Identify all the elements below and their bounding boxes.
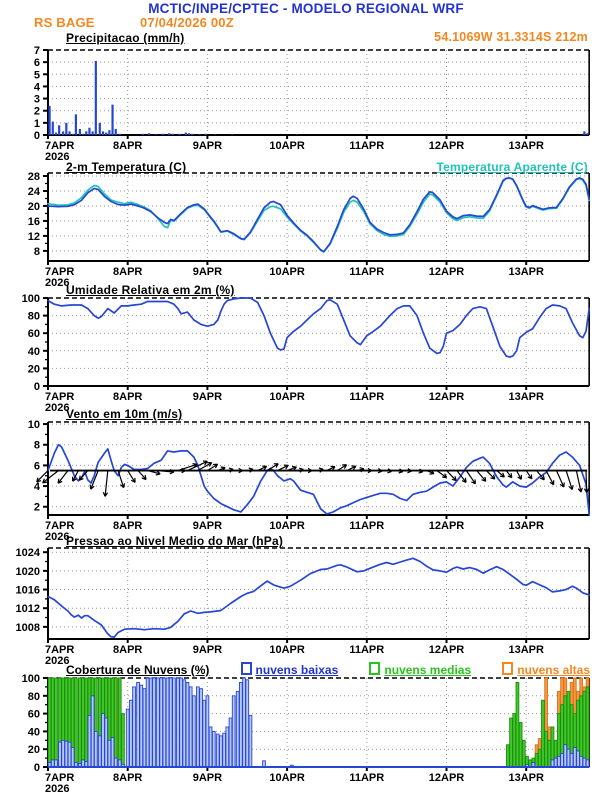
- precip-bar: [99, 123, 101, 135]
- x-tick-label: 11APR: [349, 520, 385, 532]
- x-tick-label: 13APR: [508, 140, 544, 152]
- x-year-label: 2026: [45, 655, 70, 667]
- cloud-bar-blue: [236, 691, 239, 767]
- x-tick-label: 12APR: [428, 140, 465, 152]
- cloud-bar-green: [78, 678, 81, 767]
- precip-bar: [52, 122, 54, 135]
- cloud-bar-green: [51, 678, 54, 767]
- x-tick-label: 9APR: [192, 644, 223, 656]
- x-tick-label: 10APR: [269, 644, 305, 656]
- cloud-bar-blue: [223, 733, 226, 767]
- cloud-bar-blue: [166, 678, 169, 767]
- cloud-bar-blue: [55, 760, 58, 767]
- cloud-bar-blue: [146, 678, 149, 767]
- precip-bar: [119, 134, 121, 135]
- x-tick-label: 11APR: [349, 391, 385, 403]
- precip-bar: [111, 105, 113, 135]
- y-tick-label: 80: [27, 310, 40, 323]
- cloud-bar-blue: [580, 756, 583, 767]
- y-tick-label: 100: [21, 673, 40, 685]
- cloud-bar-blue: [82, 760, 85, 767]
- precip-bar: [296, 134, 298, 135]
- clouds-header-row: [66, 662, 590, 677]
- wind-barb: [566, 471, 573, 490]
- wind-barb: [238, 468, 243, 472]
- precip-bar: [178, 134, 180, 135]
- y-tick-label: 1020: [15, 565, 40, 578]
- cloud-bar-green: [74, 678, 77, 767]
- x-tick-label: 8APR: [113, 520, 143, 532]
- cloud-bar-blue: [573, 747, 576, 767]
- y-tick-label: 0: [33, 130, 40, 142]
- wind-barb: [477, 471, 486, 482]
- panel-title-humidity: Umidade Relativa em 2m (%): [66, 283, 235, 297]
- wind-barb: [417, 469, 423, 473]
- cloud-bar-blue: [177, 678, 180, 767]
- cloud-bar-blue: [212, 731, 215, 767]
- cloud-bar-blue: [173, 678, 176, 767]
- wind-barb: [103, 471, 108, 497]
- cloud-bar-green: [513, 714, 516, 767]
- cloud-bar-green: [538, 749, 541, 767]
- cloud-bar-blue: [200, 689, 203, 767]
- cloud-bar-blue: [111, 738, 114, 767]
- wind-barb: [407, 469, 412, 473]
- y-tick-label: 60: [27, 708, 40, 721]
- x-tick-label: 9APR: [192, 140, 223, 152]
- x-tick-label: 10APR: [269, 520, 305, 532]
- legend-clouds-mid: [369, 662, 471, 677]
- x-tick-label: 10APR: [269, 266, 305, 278]
- precip-bar: [62, 131, 64, 135]
- legend-clouds-high-label: nuvens altas: [517, 663, 590, 677]
- cloud-bar-green: [85, 678, 88, 767]
- precip-bar: [214, 134, 216, 135]
- panel-title-wind: Vento em 10m (m/s): [66, 407, 183, 421]
- y-tick-label: 20: [27, 200, 40, 213]
- x-tick-label: 12APR: [428, 391, 465, 403]
- x-tick-label: 11APR: [349, 772, 385, 784]
- legend-swatch-mid-icon: [369, 662, 380, 675]
- y-tick-label: 5: [33, 69, 40, 82]
- y-tick-label: 7: [33, 45, 40, 57]
- precip-bar: [68, 131, 70, 135]
- cloud-bar-blue: [206, 696, 209, 767]
- cloud-bar-green: [118, 678, 121, 767]
- cloud-bar-green: [542, 700, 545, 767]
- panel-title-pressure: Pressao ao Nivel Medio do Mar (hPa): [66, 534, 284, 548]
- cloud-bar-blue: [68, 742, 71, 767]
- wind-barb: [307, 468, 312, 472]
- y-tick-label: 1: [33, 117, 40, 130]
- cloud-bar-green: [506, 745, 509, 767]
- cloud-bar-blue: [192, 696, 195, 767]
- x-tick-label: 8APR: [113, 772, 143, 784]
- x-tick-label: 7APR: [45, 520, 75, 532]
- y-tick-label: 20: [27, 744, 40, 757]
- wind-barb: [526, 471, 532, 479]
- precip-bar: [231, 134, 233, 135]
- cloud-bar-green: [548, 740, 551, 767]
- legend-swatch-high-icon: [502, 662, 513, 675]
- precip-bar: [79, 129, 81, 135]
- cloud-bar-blue: [105, 718, 108, 767]
- wind-barb: [557, 471, 565, 487]
- y-tick-label: 1024: [15, 547, 40, 560]
- precip-bar: [85, 131, 87, 135]
- wind-barb: [317, 468, 323, 472]
- precip-bar: [65, 123, 67, 135]
- precip-bar: [148, 133, 150, 135]
- x-tick-label: 9APR: [192, 391, 223, 403]
- y-tick-label: 10: [27, 419, 40, 432]
- x-tick-label: 7APR: [45, 140, 75, 152]
- cloud-bar-blue: [133, 687, 136, 767]
- cloud-bar-blue: [140, 685, 143, 767]
- cloud-bar-blue: [71, 747, 74, 767]
- cloud-bar-blue: [157, 678, 160, 767]
- y-tick-label: 4: [33, 481, 40, 494]
- cloud-bar-blue: [561, 754, 564, 767]
- x-tick-label: 13APR: [508, 772, 544, 784]
- y-tick-label: 100: [21, 293, 40, 305]
- precip-bar: [583, 131, 585, 135]
- series-line: [48, 178, 589, 252]
- precip-bar: [162, 134, 164, 135]
- cloud-bar-blue: [186, 682, 189, 767]
- cloud-bar-green: [519, 723, 522, 768]
- x-tick-label: 8APR: [113, 391, 143, 403]
- wind-barb: [367, 468, 372, 472]
- precip-bar: [191, 134, 193, 135]
- cloud-bar-green: [516, 682, 519, 767]
- precip-bar: [108, 130, 110, 135]
- x-tick-label: 13APR: [508, 391, 544, 403]
- y-tick-label: 1016: [15, 584, 40, 597]
- wind-barb: [546, 471, 554, 485]
- cloud-bar-blue: [163, 678, 166, 767]
- x-tick-label: 7APR: [45, 772, 75, 784]
- x-tick-label: 9APR: [192, 772, 223, 784]
- cloud-bar-blue: [183, 680, 186, 767]
- cloud-bar-green: [55, 678, 58, 767]
- precip-bar: [92, 131, 94, 135]
- x-tick-label: 13APR: [508, 520, 544, 532]
- cloud-bar-blue: [586, 760, 589, 767]
- x-tick-label: 10APR: [269, 140, 305, 152]
- x-tick-label: 7APR: [45, 391, 75, 403]
- cloud-bar-blue: [137, 682, 140, 767]
- cloud-bar-blue: [203, 700, 206, 767]
- legend-apparent-temperature: Temperatura Aparente (C): [436, 160, 588, 174]
- wind-barb: [576, 471, 582, 493]
- y-tick-label: 4: [33, 81, 40, 94]
- precip-bar: [75, 114, 77, 135]
- cloud-bar-blue: [169, 678, 172, 767]
- wind-barb: [506, 471, 512, 478]
- legend-clouds-high: [502, 662, 590, 677]
- cloud-bar-green: [522, 740, 525, 767]
- cloud-bar-blue: [160, 678, 163, 767]
- cloud-bar-blue: [209, 727, 212, 767]
- precip-bar: [95, 61, 97, 135]
- x-year-label: 2026: [45, 783, 70, 792]
- app-title: MCTIC/INPE/CPTEC - MODELO REGIONAL WRF: [148, 1, 464, 16]
- precip-bar: [105, 133, 107, 135]
- y-tick-label: 0: [33, 381, 40, 393]
- wind-barb: [466, 471, 475, 484]
- cloud-bar-green: [48, 678, 51, 767]
- y-tick-label: 40: [27, 726, 40, 739]
- wind-barb: [377, 469, 382, 473]
- cloud-bar-blue: [98, 736, 101, 767]
- x-year-label: 2026: [45, 531, 70, 543]
- wind-barb: [298, 468, 304, 472]
- cloud-bar-blue: [196, 687, 199, 767]
- legend-clouds-low-label: nuvens baixas: [255, 663, 339, 677]
- cloud-bar-blue: [557, 756, 560, 767]
- panel-title-temperature: 2-m Temperatura (C): [66, 160, 187, 174]
- cloud-bar-blue: [180, 678, 183, 767]
- cloud-bar-blue: [249, 715, 252, 767]
- precip-bar: [88, 128, 90, 135]
- precip-bar: [198, 134, 200, 135]
- precip-bar: [72, 134, 74, 135]
- cloud-bar-blue: [143, 689, 146, 767]
- x-tick-label: 8APR: [113, 266, 143, 278]
- x-tick-label: 13APR: [508, 644, 544, 656]
- wind-barb: [517, 471, 522, 480]
- cloud-bar-blue: [59, 742, 62, 767]
- cloud-bar-blue: [567, 749, 570, 767]
- location-label: 54.1069W 31.3314S 212m: [434, 30, 588, 44]
- cloud-bar-green: [122, 714, 125, 767]
- wind-barb: [397, 469, 403, 473]
- wind-barb: [128, 471, 135, 483]
- precip-bar: [185, 133, 187, 135]
- precip-bar: [48, 106, 50, 135]
- wind-barb: [138, 471, 146, 480]
- cloud-bar-green: [114, 678, 117, 767]
- wind-barb: [447, 471, 457, 481]
- x-tick-label: 10APR: [269, 772, 305, 784]
- wind-barb: [497, 471, 505, 477]
- cloud-bar-blue: [216, 734, 219, 767]
- series-line: [48, 558, 589, 637]
- wind-barb: [387, 469, 392, 473]
- wind-barb: [43, 471, 59, 483]
- y-tick-label: 24: [27, 185, 40, 198]
- series-line: [48, 298, 589, 357]
- precip-bar: [58, 125, 60, 135]
- cloud-bar-blue: [229, 718, 232, 767]
- cloud-bar-blue: [94, 731, 97, 767]
- y-tick-label: 1012: [15, 603, 40, 616]
- cloud-bar-blue: [108, 740, 111, 767]
- legend-clouds-low: [241, 662, 339, 677]
- precip-bar: [586, 133, 588, 135]
- y-tick-label: 40: [27, 345, 40, 358]
- y-tick-label: 3: [33, 93, 40, 106]
- cloud-bar-blue: [551, 760, 554, 767]
- y-tick-label: 16: [27, 215, 40, 228]
- series-line: [48, 445, 589, 515]
- wind-barb: [437, 471, 447, 478]
- y-tick-label: 2: [33, 501, 40, 514]
- cloud-bar-blue: [153, 678, 156, 767]
- cloud-bar-blue: [65, 741, 68, 767]
- precip-bar: [55, 133, 57, 135]
- cloud-bar-blue: [189, 687, 192, 767]
- y-tick-label: 20: [27, 363, 40, 376]
- y-tick-label: 2: [33, 105, 40, 118]
- cloud-bar-green: [545, 731, 548, 767]
- cloud-bar-blue: [51, 760, 54, 767]
- cloud-bar-blue: [583, 758, 586, 767]
- cloud-bar-blue: [570, 754, 573, 767]
- cloud-bar-green: [583, 691, 586, 767]
- y-tick-label: 8: [33, 245, 40, 258]
- x-tick-label: 7APR: [45, 266, 75, 278]
- station-label: RS BAGE: [34, 15, 95, 30]
- x-tick-label: 11APR: [349, 140, 385, 152]
- cloud-bar-blue: [577, 751, 580, 767]
- cloud-bar-blue: [246, 680, 249, 767]
- y-tick-label: 8: [33, 439, 40, 452]
- wind-barb: [227, 468, 233, 472]
- cloud-bar-blue: [91, 696, 94, 767]
- cloud-bar-blue: [243, 678, 246, 767]
- precip-bar: [205, 134, 207, 135]
- cloud-bar-blue: [564, 745, 567, 767]
- y-tick-label: 80: [27, 690, 40, 703]
- x-tick-label: 10APR: [269, 391, 305, 403]
- y-tick-label: 60: [27, 328, 40, 341]
- precip-bar: [82, 134, 84, 135]
- cloud-bar-blue: [126, 709, 129, 767]
- series-line: [48, 178, 589, 252]
- x-tick-label: 12APR: [428, 772, 465, 784]
- x-tick-label: 12APR: [428, 644, 465, 656]
- cloud-bar-green: [82, 678, 85, 767]
- cloud-bar-blue: [62, 740, 65, 767]
- x-tick-label: 12APR: [428, 266, 465, 278]
- precip-bar: [188, 133, 190, 135]
- x-tick-label: 11APR: [349, 266, 385, 278]
- cloud-bar-blue: [226, 727, 229, 767]
- precip-bar: [102, 131, 104, 135]
- x-year-label: 2026: [45, 151, 70, 163]
- cloud-bar-blue: [88, 715, 91, 767]
- precip-bar: [115, 129, 117, 135]
- run-datetime: 07/04/2026 00Z: [140, 15, 234, 30]
- cloud-bar-blue: [114, 758, 117, 767]
- x-tick-label: 8APR: [113, 644, 143, 656]
- precip-bar: [171, 134, 173, 135]
- cloud-bar-blue: [149, 678, 152, 767]
- y-tick-label: 1008: [15, 621, 40, 634]
- cloud-bar-blue: [232, 696, 235, 767]
- x-tick-label: 8APR: [113, 140, 143, 152]
- x-tick-label: 9APR: [192, 520, 223, 532]
- x-year-label: 2026: [45, 402, 70, 414]
- x-tick-label: 7APR: [45, 644, 75, 656]
- cloud-bar-green: [535, 754, 538, 767]
- cloud-bar-blue: [554, 758, 557, 767]
- x-tick-label: 13APR: [508, 266, 544, 278]
- legend-swatch-low-icon: [241, 662, 252, 675]
- wind-barb: [457, 471, 466, 483]
- cloud-bar-blue: [220, 736, 223, 767]
- x-tick-label: 9APR: [192, 266, 223, 278]
- cloud-bar-green: [586, 687, 589, 767]
- y-tick-label: 6: [33, 460, 40, 473]
- cloud-bar-blue: [102, 714, 105, 767]
- precip-bar: [154, 134, 156, 135]
- panel-title-precipitation: Precipitacao (mm/h): [66, 31, 185, 45]
- cloud-bar-green: [510, 718, 513, 767]
- cloud-bar-blue: [129, 700, 132, 767]
- y-tick-label: 28: [27, 170, 40, 183]
- cloud-bar-blue: [239, 682, 242, 767]
- x-year-label: 2026: [45, 277, 70, 289]
- wind-barb: [58, 471, 68, 484]
- y-tick-label: 6: [33, 57, 40, 70]
- legend-clouds-mid-label: nuvens medias: [384, 663, 472, 677]
- x-tick-label: 11APR: [349, 644, 385, 656]
- y-tick-label: 12: [27, 230, 40, 243]
- y-tick-label: 0: [33, 762, 40, 774]
- precip-bar: [142, 134, 144, 135]
- panel-title-clouds: Cobertura de Nuvens (%): [66, 663, 210, 677]
- cloud-bar-blue: [118, 760, 121, 767]
- precip-bar: [168, 133, 170, 135]
- wind-barb: [118, 471, 124, 488]
- wind-barb: [247, 468, 253, 472]
- x-tick-label: 12APR: [428, 520, 465, 532]
- cloud-bar-green: [529, 760, 532, 767]
